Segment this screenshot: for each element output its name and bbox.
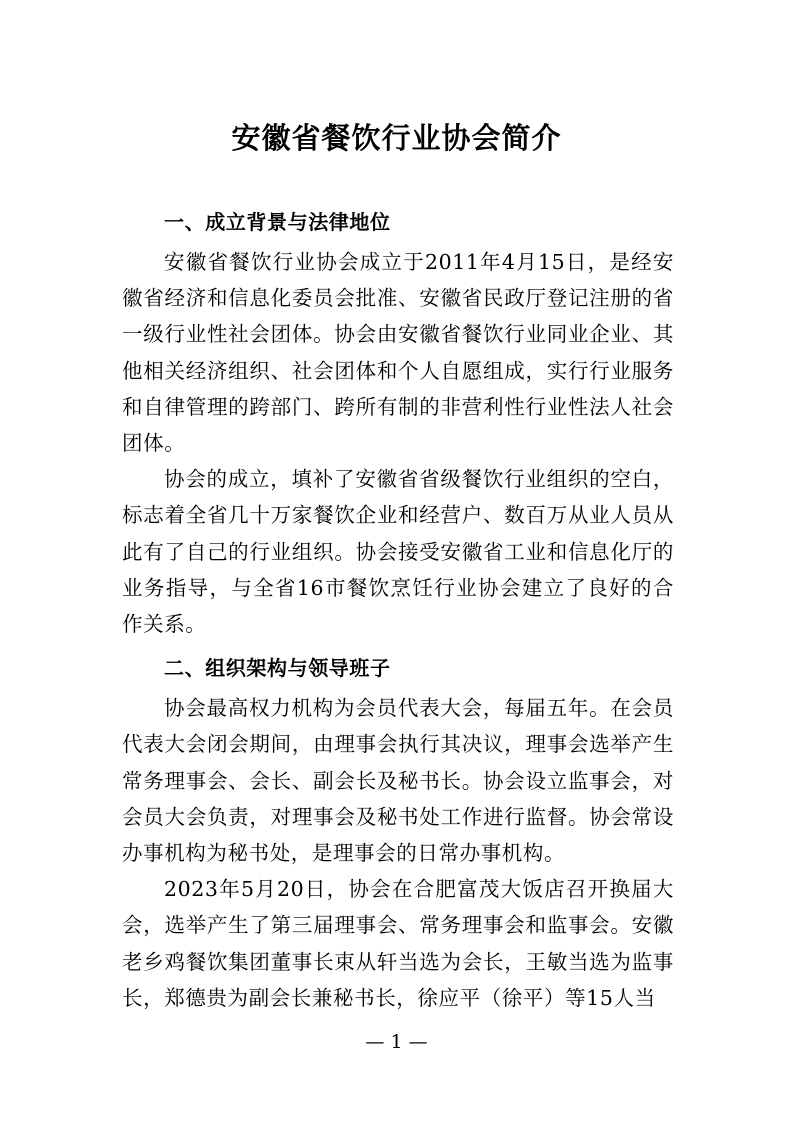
document-body	[122, 200, 674, 1016]
section-1-paragraph-2: 协会的成立，填补了安徽省省级餐饮行业组织的空白，标志着全省几十万家餐饮企业和经营户、数百万从业人员从此有了自己的行业组织。协会接受安徽省工业和信息化厅的业务指导，与全省16市餐饮烹饪行业协会建立了良好的合作关系。	[122, 467, 674, 637]
page-number: — 1 —	[365, 1031, 428, 1053]
section-2-paragraph-2: 2023年5月20日，协会在合肥富茂大饭店召开换届大会，选举产生了第三届理事会、常务理事会和监事会。安徽老乡鸡餐饮集团董事长束从轩当选为会长，王敏当选为监事长，郑德贵为副会长兼秘书长，徐应平（徐平）等15人当	[122, 877, 674, 1010]
section-heading-1: 一、成立背景与法律地位	[164, 210, 391, 234]
section-2-paragraph-1: 协会最高权力机构为会员代表大会，每届五年。在会员代表大会闭会期间，由理事会执行其决议，理事会选举产生常务理事会、会长、副会长及秘书长。协会设立监事会，对会员大会负责，对理事会及秘书处工作进行监督。协会常设办事机构为秘书处，是理事会的日常办事机构。	[122, 696, 674, 866]
section-1-paragraph-1: 安徽省餐饮行业协会成立于2011年4月15日，是经安徽省经济和信息化委员会批准、安徽省民政厅登记注册的省一级行业性社会团体。协会由安徽省餐饮行业同业企业、其他相关经济组织、社会团体和个人自愿组成，实行行业服务和自律管理的跨部门、跨所有制的非营利性行业性法人社会团体。	[122, 250, 674, 456]
document-title: 安徽省餐饮行业协会简介	[231, 121, 562, 155]
section-heading-2: 二、组织架构与领导班子	[164, 656, 391, 681]
